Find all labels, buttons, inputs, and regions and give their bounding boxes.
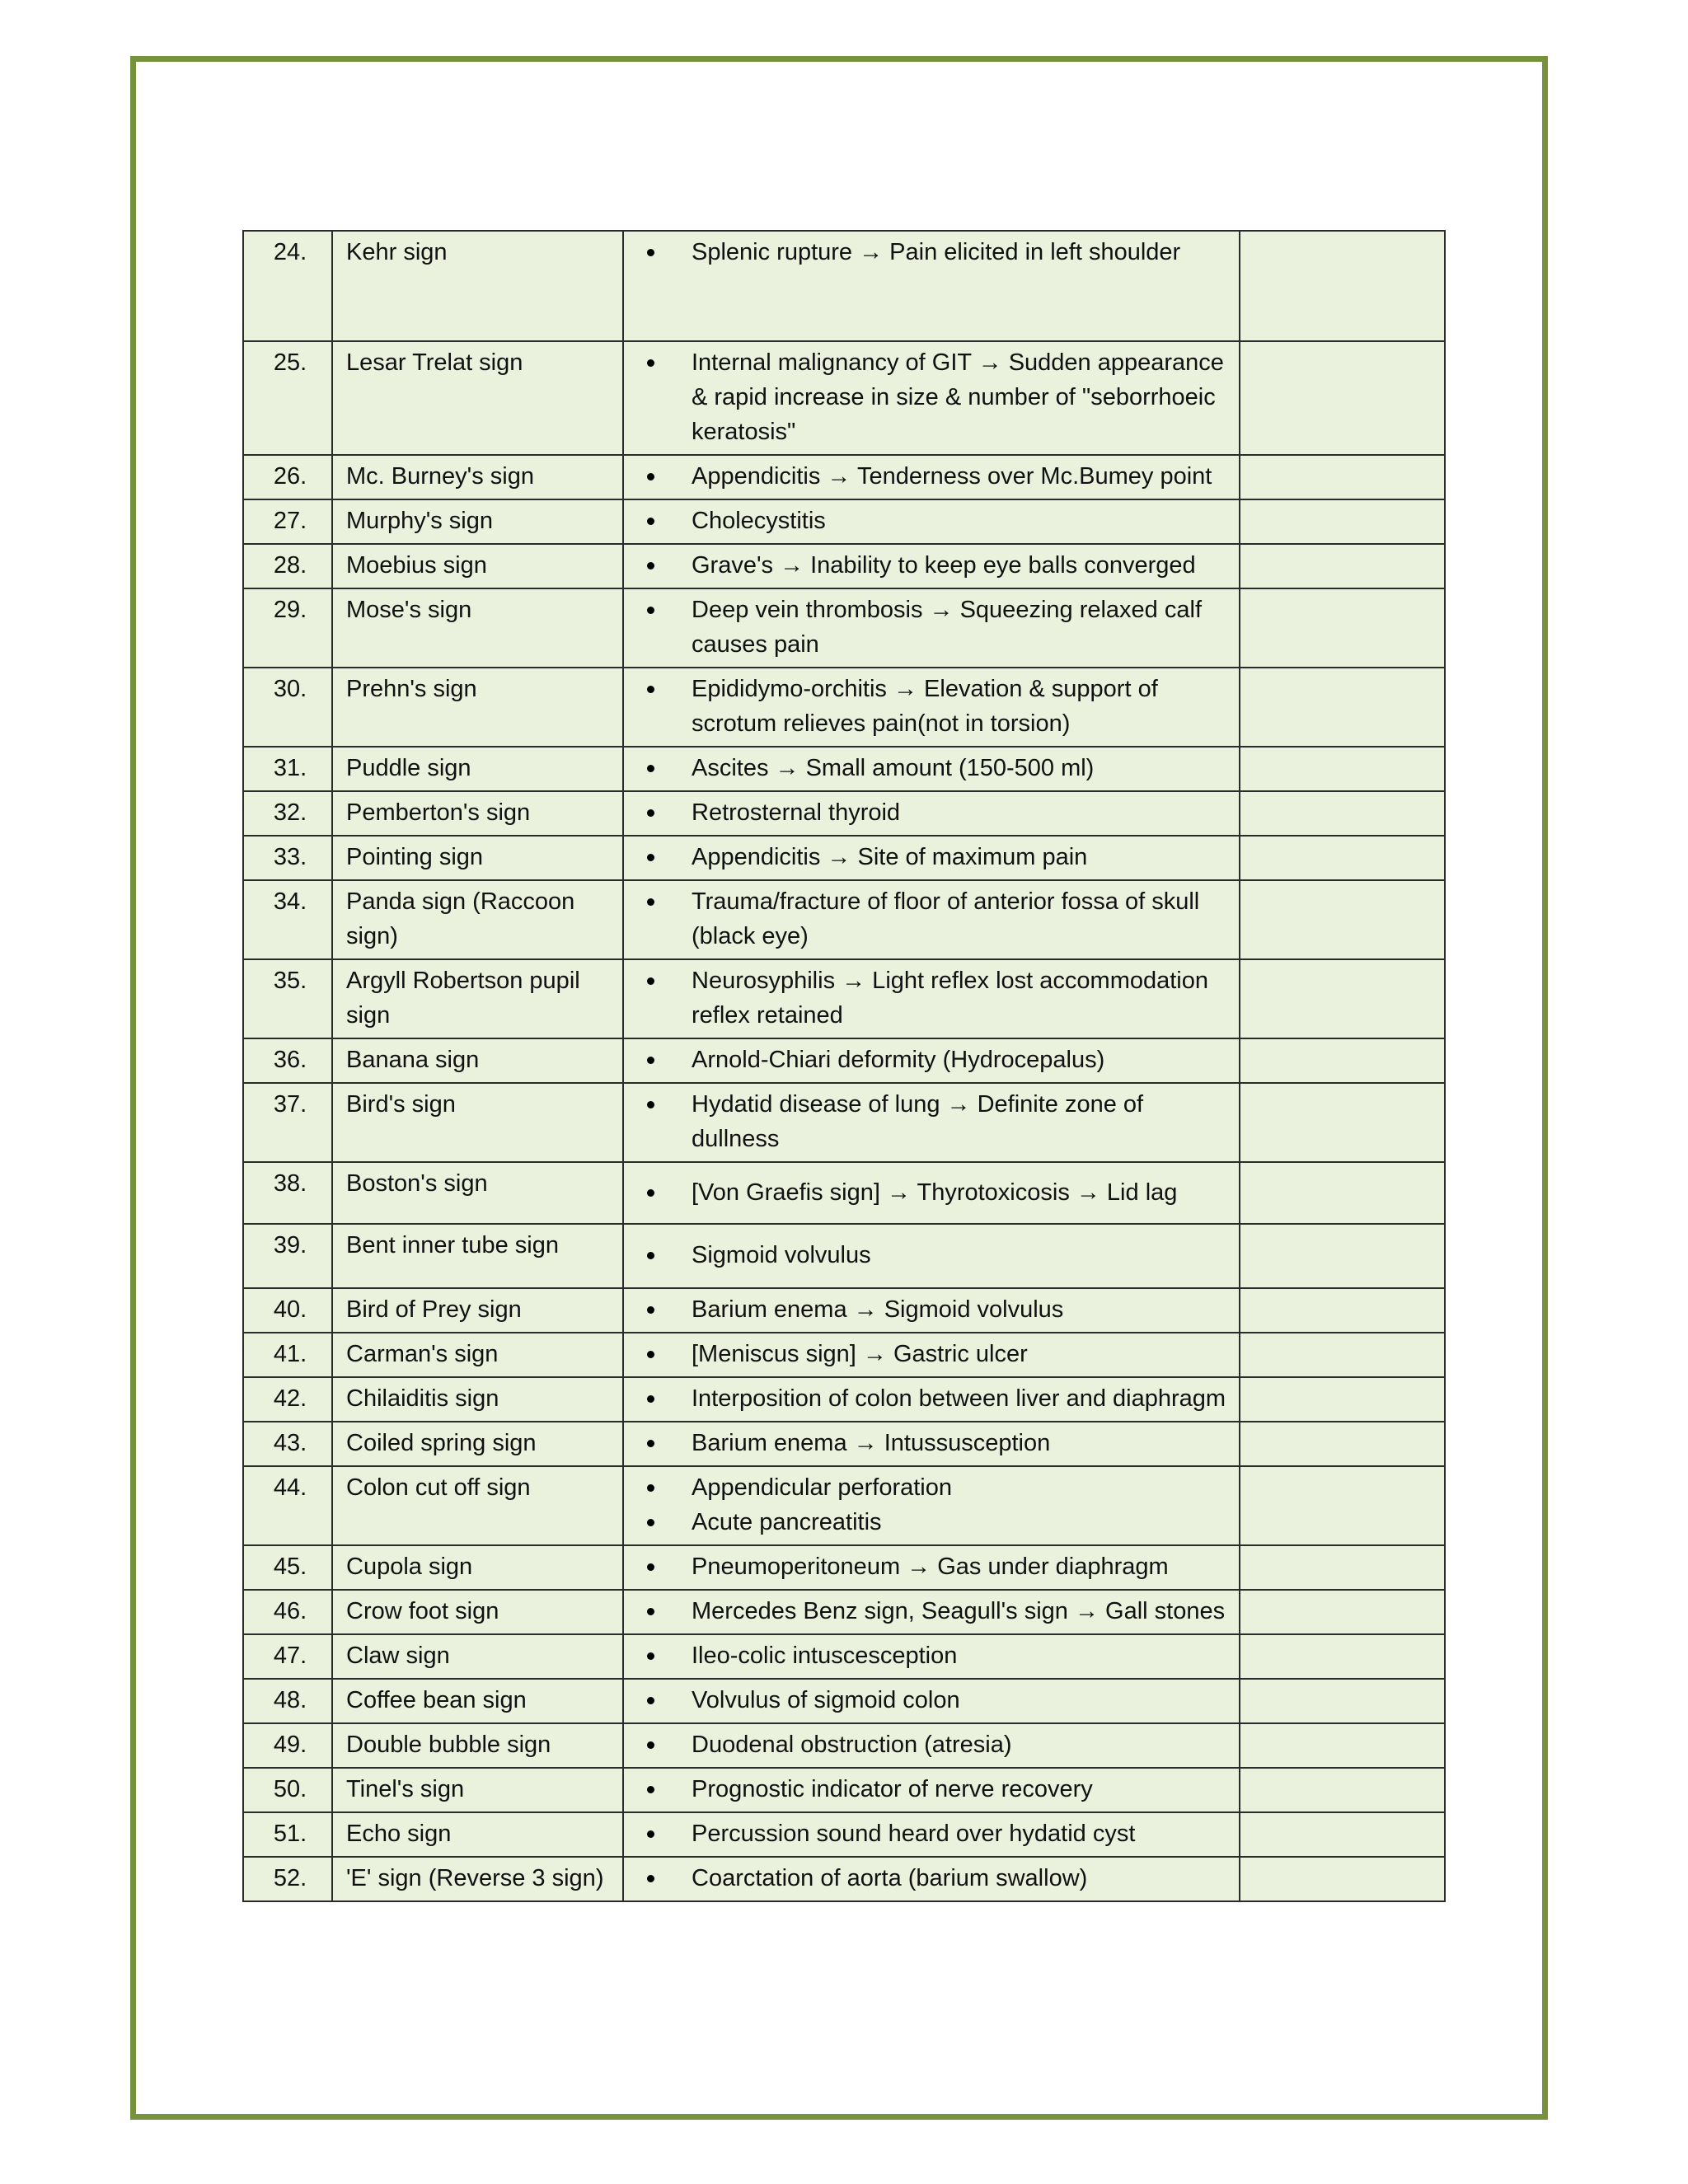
- bullet-item: Internal malignancy of GIT → Sudden appearance & rapid increase in size & number of "seborrhoeic keratosis": [637, 345, 1231, 449]
- bullet-list: [637, 1638, 1231, 1673]
- sign-name: Puddle sign: [332, 747, 623, 791]
- bullet-item: Cholecystitis: [637, 504, 1231, 538]
- bullet-item: Trauma/fracture of floor of anterior fossa of skull (black eye): [637, 884, 1231, 954]
- table-row: [243, 588, 1445, 668]
- bullet-list: [637, 1043, 1231, 1077]
- table-body: [243, 231, 1445, 1901]
- bullet-list: [637, 795, 1231, 830]
- empty-cell: [1240, 1333, 1445, 1377]
- row-number: 28.: [243, 544, 332, 588]
- bullet-list: [637, 1772, 1231, 1807]
- sign-name: Pemberton's sign: [332, 791, 623, 836]
- table-row: [243, 1422, 1445, 1466]
- empty-cell: [1240, 231, 1445, 341]
- empty-cell: [1240, 341, 1445, 455]
- empty-cell: [1240, 1545, 1445, 1590]
- table-row: [243, 1768, 1445, 1812]
- sign-name: Double bubble sign: [332, 1723, 623, 1768]
- bullet-list: [637, 1292, 1231, 1327]
- bullet-list: [637, 504, 1231, 538]
- bullet-list: [637, 593, 1231, 662]
- sign-description: [623, 341, 1240, 455]
- sign-name: Argyll Robertson pupil sign: [332, 959, 623, 1038]
- table-row: [243, 231, 1445, 341]
- bullet-list: [637, 1816, 1231, 1851]
- row-number: 51.: [243, 1812, 332, 1857]
- table-row: [243, 341, 1445, 455]
- sign-description: [623, 1422, 1240, 1466]
- bullet-list: [637, 345, 1231, 449]
- row-number: 48.: [243, 1679, 332, 1723]
- empty-cell: [1240, 959, 1445, 1038]
- empty-cell: [1240, 1083, 1445, 1162]
- sign-description: [623, 1590, 1240, 1634]
- sign-description: [623, 1723, 1240, 1768]
- empty-cell: [1240, 1634, 1445, 1679]
- sign-name: Moebius sign: [332, 544, 623, 588]
- sign-name: 'E' sign (Reverse 3 sign): [332, 1857, 623, 1901]
- table-row: [243, 836, 1445, 880]
- table-row: [243, 1162, 1445, 1224]
- sign-name: Chilaiditis sign: [332, 1377, 623, 1422]
- row-number: 40.: [243, 1288, 332, 1333]
- empty-cell: [1240, 1723, 1445, 1768]
- row-number: 24.: [243, 231, 332, 341]
- empty-cell: [1240, 1224, 1445, 1288]
- empty-cell: [1240, 791, 1445, 836]
- row-number: 29.: [243, 588, 332, 668]
- sign-description: [623, 499, 1240, 544]
- sign-name: Panda sign (Raccoon sign): [332, 880, 623, 959]
- table-row: [243, 1083, 1445, 1162]
- sign-description: [623, 791, 1240, 836]
- row-number: 33.: [243, 836, 332, 880]
- row-number: 45.: [243, 1545, 332, 1590]
- sign-description: [623, 544, 1240, 588]
- sign-description: [623, 836, 1240, 880]
- empty-cell: [1240, 668, 1445, 747]
- row-number: 27.: [243, 499, 332, 544]
- sign-description: [623, 231, 1240, 341]
- bullet-list: [637, 1337, 1231, 1371]
- sign-description: [623, 668, 1240, 747]
- empty-cell: [1240, 1812, 1445, 1857]
- row-number: 42.: [243, 1377, 332, 1422]
- sign-description: [623, 455, 1240, 499]
- sign-description: [623, 1545, 1240, 1590]
- bullet-list: [637, 548, 1231, 583]
- bullet-list: [637, 1549, 1231, 1584]
- table-row: [243, 1723, 1445, 1768]
- sign-name: Pointing sign: [332, 836, 623, 880]
- sign-name: Echo sign: [332, 1812, 623, 1857]
- bullet-item: Retrosternal thyroid: [637, 795, 1231, 830]
- table-row: [243, 1038, 1445, 1083]
- bullet-item: Sigmoid volvulus: [637, 1238, 1231, 1272]
- bullet-item: Pneumoperitoneum → Gas under diaphragm: [637, 1549, 1231, 1584]
- bullet-item: Arnold-Chiari deformity (Hydrocepalus): [637, 1043, 1231, 1077]
- sign-name: Crow foot sign: [332, 1590, 623, 1634]
- empty-cell: [1240, 1768, 1445, 1812]
- sign-name: Bird of Prey sign: [332, 1288, 623, 1333]
- row-number: 32.: [243, 791, 332, 836]
- row-number: 37.: [243, 1083, 332, 1162]
- empty-cell: [1240, 588, 1445, 668]
- bullet-item: Acute pancreatitis: [637, 1505, 1231, 1540]
- bullet-item: Volvulus of sigmoid colon: [637, 1683, 1231, 1718]
- sign-description: [623, 1038, 1240, 1083]
- empty-cell: [1240, 1288, 1445, 1333]
- empty-cell: [1240, 1590, 1445, 1634]
- table-row: [243, 1679, 1445, 1723]
- bullet-item: Percussion sound heard over hydatid cyst: [637, 1816, 1231, 1851]
- bullet-list: [637, 1175, 1231, 1210]
- bullet-list: [637, 459, 1231, 494]
- bullet-item: Grave's → Inability to keep eye balls converged: [637, 548, 1231, 583]
- table-row: [243, 747, 1445, 791]
- sign-name: Carman's sign: [332, 1333, 623, 1377]
- sign-name: Banana sign: [332, 1038, 623, 1083]
- bullet-list: [637, 1594, 1231, 1629]
- row-number: 38.: [243, 1162, 332, 1224]
- bullet-list: [637, 1087, 1231, 1156]
- row-number: 34.: [243, 880, 332, 959]
- table-row: [243, 544, 1445, 588]
- table-row: [243, 455, 1445, 499]
- bullet-item: Splenic rupture → Pain elicited in left shoulder: [637, 235, 1231, 269]
- table-row: [243, 1590, 1445, 1634]
- sign-description: [623, 1288, 1240, 1333]
- row-number: 31.: [243, 747, 332, 791]
- empty-cell: [1240, 1679, 1445, 1723]
- table-row: [243, 1288, 1445, 1333]
- row-number: 39.: [243, 1224, 332, 1288]
- sign-name: Colon cut off sign: [332, 1466, 623, 1545]
- row-number: 50.: [243, 1768, 332, 1812]
- sign-description: [623, 1083, 1240, 1162]
- bullet-list: [637, 1861, 1231, 1896]
- sign-description: [623, 588, 1240, 668]
- sign-name: Mc. Burney's sign: [332, 455, 623, 499]
- empty-cell: [1240, 499, 1445, 544]
- empty-cell: [1240, 1038, 1445, 1083]
- row-number: 49.: [243, 1723, 332, 1768]
- bullet-item: [Von Graefis sign] → Thyrotoxicosis → Lid lag: [637, 1175, 1231, 1210]
- empty-cell: [1240, 880, 1445, 959]
- bullet-list: [637, 751, 1231, 785]
- row-number: 43.: [243, 1422, 332, 1466]
- bullet-item: Mercedes Benz sign, Seagull's sign → Gall stones: [637, 1594, 1231, 1629]
- sign-name: Coiled spring sign: [332, 1422, 623, 1466]
- sign-description: [623, 1333, 1240, 1377]
- sign-name: Cupola sign: [332, 1545, 623, 1590]
- sign-description: [623, 1857, 1240, 1901]
- bullet-item: Hydatid disease of lung → Definite zone of dullness: [637, 1087, 1231, 1156]
- row-number: 47.: [243, 1634, 332, 1679]
- bullet-item: Appendicitis → Site of maximum pain: [637, 840, 1231, 874]
- row-number: 30.: [243, 668, 332, 747]
- sign-name: Tinel's sign: [332, 1768, 623, 1812]
- table-row: [243, 1466, 1445, 1545]
- bullet-list: [637, 1381, 1231, 1416]
- bullet-list: [637, 1727, 1231, 1762]
- sign-description: [623, 880, 1240, 959]
- sign-name: Bent inner tube sign: [332, 1224, 623, 1288]
- sign-description: [623, 1466, 1240, 1545]
- sign-description: [623, 1162, 1240, 1224]
- bullet-item: [Meniscus sign] → Gastric ulcer: [637, 1337, 1231, 1371]
- bullet-item: Epididymo-orchitis → Elevation & support of scrotum relieves pain(not in torsion): [637, 672, 1231, 741]
- empty-cell: [1240, 836, 1445, 880]
- bullet-item: Barium enema → Intussusception: [637, 1426, 1231, 1460]
- bullet-list: [637, 884, 1231, 954]
- sign-name: Boston's sign: [332, 1162, 623, 1224]
- bullet-item: Coarctation of aorta (barium swallow): [637, 1861, 1231, 1896]
- table-row: [243, 1812, 1445, 1857]
- bullet-list: [637, 1238, 1231, 1272]
- sign-name: Coffee bean sign: [332, 1679, 623, 1723]
- table-row: [243, 1634, 1445, 1679]
- bullet-list: [637, 963, 1231, 1033]
- sign-description: [623, 959, 1240, 1038]
- empty-cell: [1240, 1422, 1445, 1466]
- table-row: [243, 959, 1445, 1038]
- empty-cell: [1240, 1466, 1445, 1545]
- table-row: [243, 499, 1445, 544]
- bullet-item: Neurosyphilis → Light reflex lost accommodation reflex retained: [637, 963, 1231, 1033]
- sign-description: [623, 1634, 1240, 1679]
- table-row: [243, 1333, 1445, 1377]
- table-row: [243, 668, 1445, 747]
- row-number: 25.: [243, 341, 332, 455]
- sign-name: Prehn's sign: [332, 668, 623, 747]
- sign-description: [623, 1377, 1240, 1422]
- table-row: [243, 1857, 1445, 1901]
- bullet-item: Appendicular perforation: [637, 1470, 1231, 1505]
- sign-description: [623, 1812, 1240, 1857]
- row-number: 41.: [243, 1333, 332, 1377]
- bullet-item: Appendicitis → Tenderness over Mc.Bumey point: [637, 459, 1231, 494]
- bullet-list: [637, 672, 1231, 741]
- sign-description: [623, 1768, 1240, 1812]
- sign-name: Mose's sign: [332, 588, 623, 668]
- row-number: 44.: [243, 1466, 332, 1545]
- signs-table: [242, 230, 1446, 1902]
- row-number: 52.: [243, 1857, 332, 1901]
- sign-name: Bird's sign: [332, 1083, 623, 1162]
- bullet-list: [637, 1470, 1231, 1540]
- table-row: [243, 1545, 1445, 1590]
- bullet-item: Ileo-colic intuscesception: [637, 1638, 1231, 1673]
- table-row: [243, 1377, 1445, 1422]
- empty-cell: [1240, 1377, 1445, 1422]
- sign-name: Murphy's sign: [332, 499, 623, 544]
- bullet-list: [637, 1683, 1231, 1718]
- row-number: 46.: [243, 1590, 332, 1634]
- bullet-item: Duodenal obstruction (atresia): [637, 1727, 1231, 1762]
- bullet-list: [637, 235, 1231, 269]
- bullet-item: Prognostic indicator of nerve recovery: [637, 1772, 1231, 1807]
- bullet-item: Interposition of colon between liver and diaphragm: [637, 1381, 1231, 1416]
- sign-name: Claw sign: [332, 1634, 623, 1679]
- sign-name: Kehr sign: [332, 231, 623, 341]
- bullet-item: Barium enema → Sigmoid volvulus: [637, 1292, 1231, 1327]
- bullet-item: Deep vein thrombosis → Squeezing relaxed calf causes pain: [637, 593, 1231, 662]
- table-row: [243, 880, 1445, 959]
- sign-description: [623, 1224, 1240, 1288]
- table-row: [243, 791, 1445, 836]
- empty-cell: [1240, 455, 1445, 499]
- sign-name: Lesar Trelat sign: [332, 341, 623, 455]
- row-number: 36.: [243, 1038, 332, 1083]
- table-row: [243, 1224, 1445, 1288]
- empty-cell: [1240, 1857, 1445, 1901]
- sign-description: [623, 1679, 1240, 1723]
- empty-cell: [1240, 544, 1445, 588]
- empty-cell: [1240, 747, 1445, 791]
- row-number: 35.: [243, 959, 332, 1038]
- bullet-list: [637, 840, 1231, 874]
- sign-description: [623, 747, 1240, 791]
- empty-cell: [1240, 1162, 1445, 1224]
- row-number: 26.: [243, 455, 332, 499]
- bullet-list: [637, 1426, 1231, 1460]
- bullet-item: Ascites → Small amount (150-500 ml): [637, 751, 1231, 785]
